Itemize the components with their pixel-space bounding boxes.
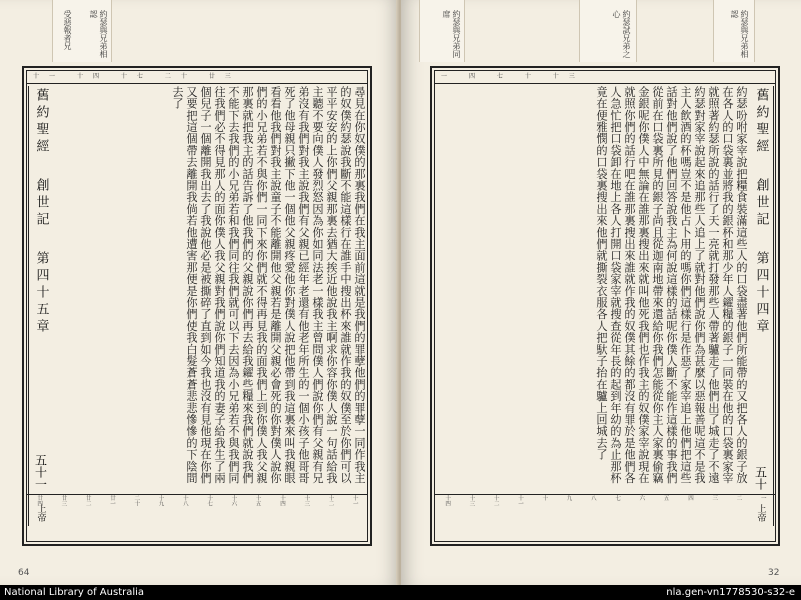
footnote: 九: [565, 495, 572, 501]
footnote: 十三: [303, 495, 310, 506]
footnote: 七: [614, 495, 621, 501]
verse-number: 一: [441, 73, 458, 80]
chapter-label: 第四十五章: [33, 251, 49, 336]
right-running-header: [749, 86, 774, 526]
left-page: [0, 0, 399, 585]
section-mark: 上帝: [755, 504, 766, 522]
footnote: 十五: [254, 495, 261, 506]
footnote: 二十: [133, 495, 140, 506]
footnote: 廿一: [108, 495, 115, 506]
footnote: 十四: [444, 495, 451, 506]
footnote: 十四: [278, 495, 285, 506]
left-running-header: [28, 86, 53, 526]
footnote: 廿二: [84, 495, 91, 506]
footnote-strip: [27, 494, 367, 541]
footnote: 八: [589, 495, 596, 501]
verse-number: 十四: [76, 73, 109, 80]
attribution-bar: [0, 585, 801, 600]
footnote: 三: [711, 495, 718, 501]
verse-number-strip: [435, 71, 775, 84]
footnote: 十三: [468, 495, 475, 506]
verse-number: 四: [468, 73, 485, 80]
verse-number: 十七: [120, 73, 153, 80]
left-text-frame: [22, 66, 372, 546]
footnote: 六: [638, 495, 645, 501]
running-title: 舊約聖經: [33, 88, 49, 156]
margin-note: 受惡報者兄: [63, 10, 72, 50]
margin-note: 約瑟與兄弟同席: [442, 10, 461, 58]
footnote-strip: [435, 494, 775, 541]
footnote: 廿三: [60, 495, 67, 506]
footnote: 五: [662, 495, 669, 501]
verse-number: 七: [496, 73, 513, 80]
footnote: 十: [541, 495, 548, 501]
corner-page-mark: 32: [768, 568, 780, 578]
footnote: 十二: [327, 495, 334, 506]
verse-number: 十三: [552, 73, 585, 80]
verse-number: 廿三: [208, 73, 241, 80]
footnote: 廿四: [36, 495, 43, 506]
footnote: 十六: [230, 495, 237, 506]
institution-name: National Library of Australia: [4, 587, 145, 598]
running-title: 舊約聖經: [753, 88, 769, 156]
page-number: 五十: [753, 466, 768, 490]
footnote: 十八: [181, 495, 188, 506]
margin-note: 約瑟與兄弟相認: [730, 10, 749, 58]
verse-number-strip: [27, 71, 367, 84]
section-mark: 上帝: [35, 504, 46, 522]
footnote: 十一: [516, 495, 523, 506]
left-body-text: 尋見在你奴僕的那裏我們在我主面前這就是我們的罪孽他們的罪孽一同作我主的奴僕約瑟說我斷不能這樣行在誰手中搜出杯來誰就作我的奴僕至於你們可以平平安安的上你們父親那裏去猶大挨近他說我主啊求你容你僕人說一句話給我主聽不要向僕人發烈怒因為你如同法老一樣我主曾問僕人們說你們有父親有兄弟沒有我們對我主說我們有父親已經年老還有他老年所生的一個小孩子他哥哥死了他母親只撇下他一個他父親疼愛他你對僕人說把他帶到我這裏來叫我親眼看看他我們對我主說童子不能離開他父親若是離開父親必會死的你對僕人說你們的小兄弟若不與你們一同下來你們就不得再見我的面我們上到你僕人我父親那裏就把我主的話告訴了他我們的父親說你們再去給我糴些糧來我們就說我們不能下去我們的小兄弟若和我們同往我們就可以下去因為小兄弟若不與我們同往我們必不得見那人的面你僕人我父親對我們說你們知道我的妻子給我生了兩個兒子一個離開我出去了我說他必是被撕碎了直到如今我也沒有見他現在你們又要把這個帶去離開我倘若他遭害那便是你們使我白髮蒼蒼悲悲慘慘的下陰間去了: [171, 86, 366, 484]
verse-number: 二十: [164, 73, 197, 80]
verse-number: 十一: [33, 73, 66, 80]
footnote: 十二: [492, 495, 499, 506]
right-body-text: 約瑟吩咐家宰說把糧食裝滿這些人的口袋盡著他們所能帶的又把各人的銀子放在各人的口袋裏並將我的銀杯和那少年人糴糧的銀子一同裝在他的口袋裏家宰就照著約瑟所說的話行了天一亮就打發那些人帶著驢走了他們出了城走了不遠約瑟對家宰說起來追那些人追上了就對他們說你們為甚麼以惡報善呢這不是我主人飲酒的杯嗎豈不是他占卜用的嗎你們這樣行是作惡了家宰追上他們把這些話對他們說了他們回答說我主為何說這樣的話呢你僕人斷不能作這樣的事我們從前在口袋裏所見的銀子尚且從迦南地帶來還給你我們怎能從你主人家裏偷竊金銀呢你僕人中無論在誰那裏搜出來就叫他死我們也作我主的奴僕家宰說現在就照你們的話行吧在誰那裏搜出來誰就作我的奴僕其餘的都沒有罪於是他們各人急忙把口袋卸在地上各人打開口袋家宰就搜查從年長的起到年幼的為止那杯竟在便雅憫的口袋裏搜出來他們就撕裂衣服各人把馱子抬在驢上回城去了: [595, 86, 748, 484]
footnote: 四: [686, 495, 693, 501]
page-number: 五十一: [33, 454, 48, 490]
verse-number: 十: [524, 73, 541, 80]
item-identifier: nla.gen-vn1778530-s32-e: [666, 587, 795, 598]
right-text-frame: [430, 66, 780, 546]
chapter-label: 第四十四章: [753, 251, 769, 336]
footnote: 十九: [157, 495, 164, 506]
book-title: 創世記: [753, 178, 769, 229]
footnote: 十七: [206, 495, 213, 506]
footnote: 十一: [351, 495, 358, 506]
footnote: 一: [759, 495, 766, 501]
footnote: 二: [735, 495, 742, 501]
margin-note: 約瑟試兄弟之心: [612, 10, 631, 58]
margin-note: 約瑟與兄弟相認: [89, 10, 108, 58]
corner-page-mark: 64: [18, 568, 30, 578]
book-title: 創世記: [33, 178, 49, 229]
